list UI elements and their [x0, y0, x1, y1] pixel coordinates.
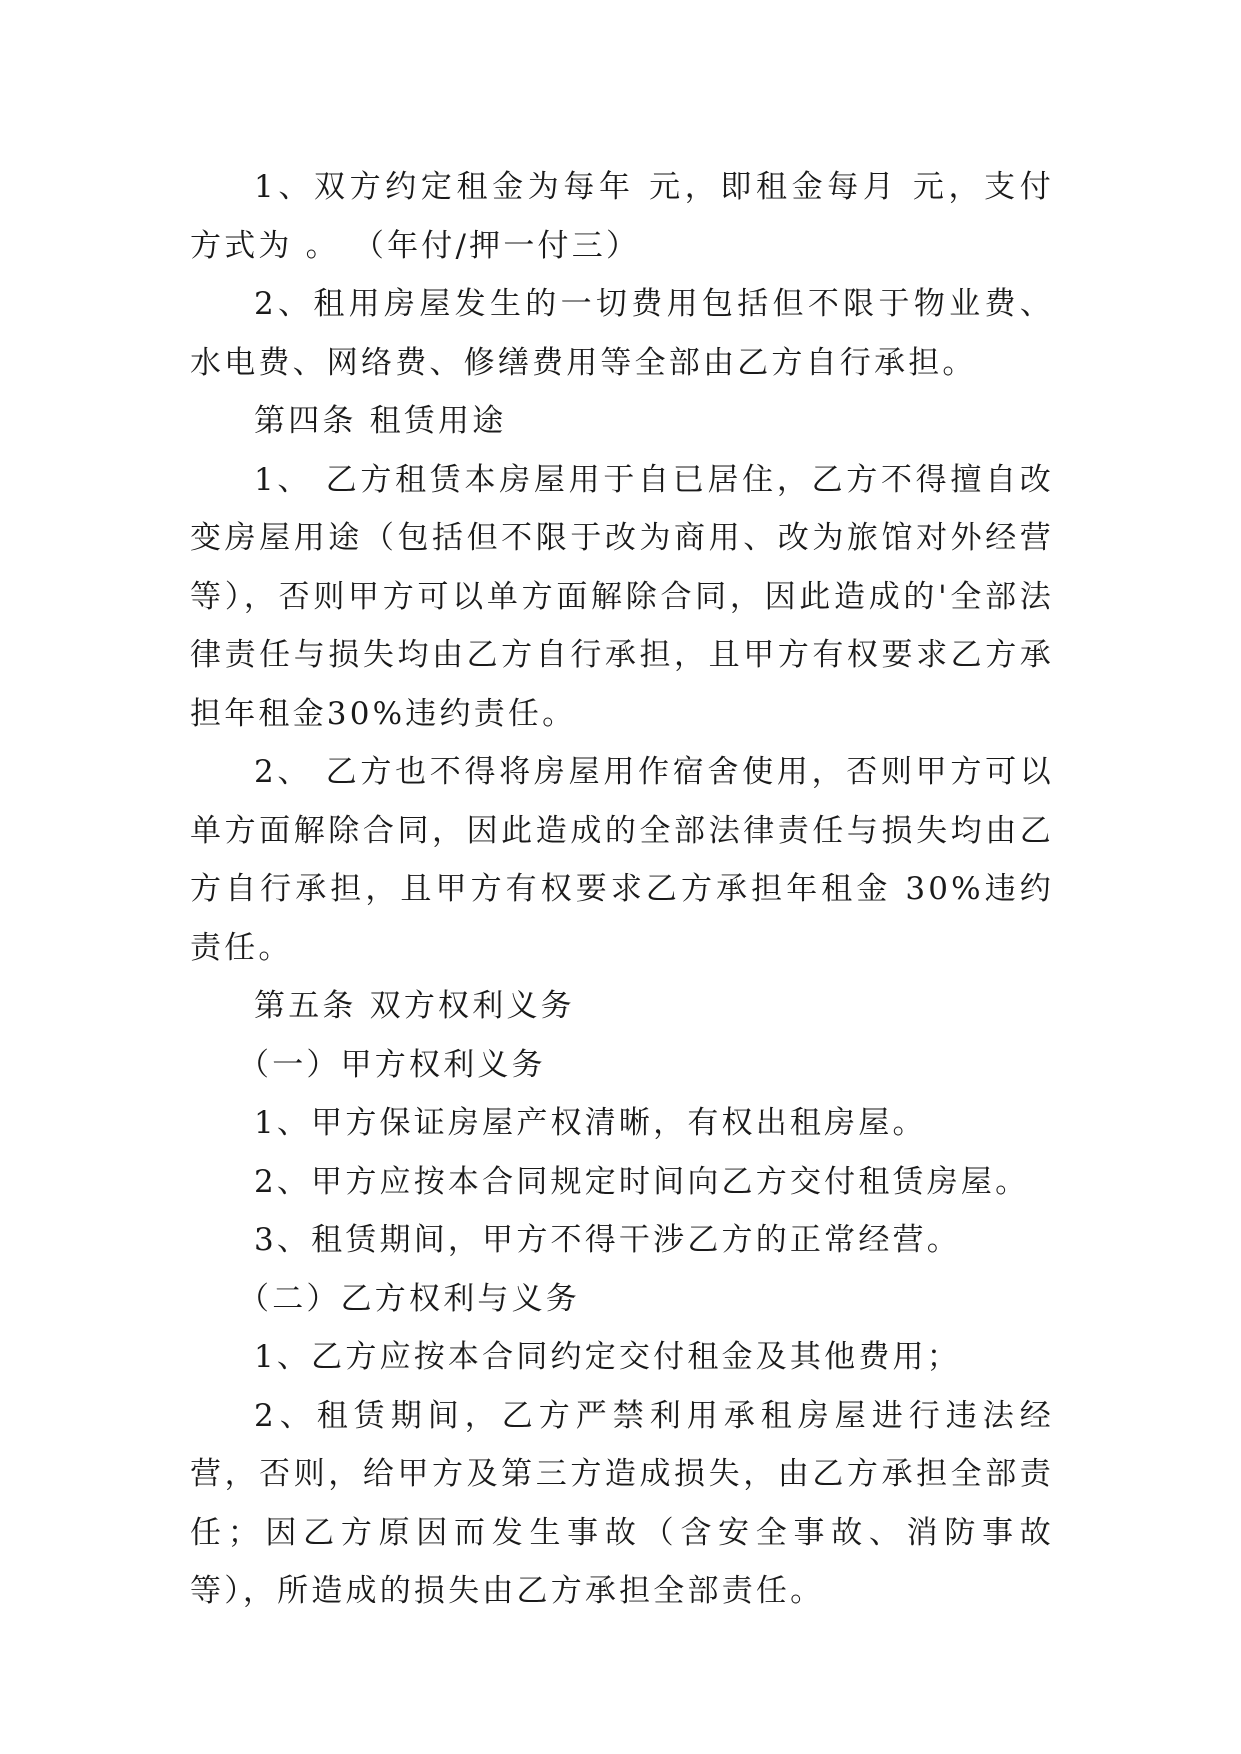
usage-clause-1: 1、 乙方租赁本房屋用于自已居住，乙方不得擅自改变房屋用途（包括但不限于改为商用、改为旅馆对外经营等），否则甲方可以单方面解除合同，因此造成的'全部法律责任与损失均由乙方自行承担，且甲方有权要求乙方承担年租金30%违约责任。	[190, 461, 1054, 732]
document-body	[190, 158, 1054, 1621]
usage-clause-2: 2、 乙方也不得将房屋用作宿舍使用，否则甲方可以单方面解除合同，因此造成的全部法律责任与损失均由乙方自行承担，且甲方有权要求乙方承担年租金 30%违约责任。	[190, 754, 1054, 966]
rent-payment-clause: 1、双方约定租金为每年 元，即租金每月 元，支付方式为 。 （年付/押一付三）	[190, 169, 1054, 264]
party-b-clause-2: 2、租赁期间，乙方严禁利用承租房屋进行违法经营，否则，给甲方及第三方造成损失，由乙方承担全部责任；因乙方原因而发生事故（含安全事故、消防事故等），所造成的损失由乙方承担全部责任。	[190, 1397, 1054, 1609]
article-4-heading: 第四条 租赁用途	[254, 403, 507, 439]
party-b-subheading: （二）乙方权利与义务	[238, 1280, 580, 1317]
fees-clause: 2、租用房屋发生的一切费用包括但不限于物业费、水电费、网络费、修缮费用等全部由乙方自行承担。	[190, 286, 1054, 381]
party-a-clause-1: 1、甲方保证房屋产权清晰，有权出租房屋。	[254, 1105, 927, 1141]
article-5-heading: 第五条 双方权利义务	[254, 988, 575, 1024]
party-a-clause-3: 3、租赁期间，甲方不得干涉乙方的正常经营。	[254, 1222, 961, 1258]
party-a-clause-2: 2、甲方应按本合同规定时间向乙方交付租赁房屋。	[254, 1163, 1030, 1200]
party-a-subheading: （一）甲方权利义务	[238, 1046, 546, 1083]
party-b-clause-1: 1、乙方应按本合同约定交付租金及其他费用；	[254, 1339, 961, 1375]
